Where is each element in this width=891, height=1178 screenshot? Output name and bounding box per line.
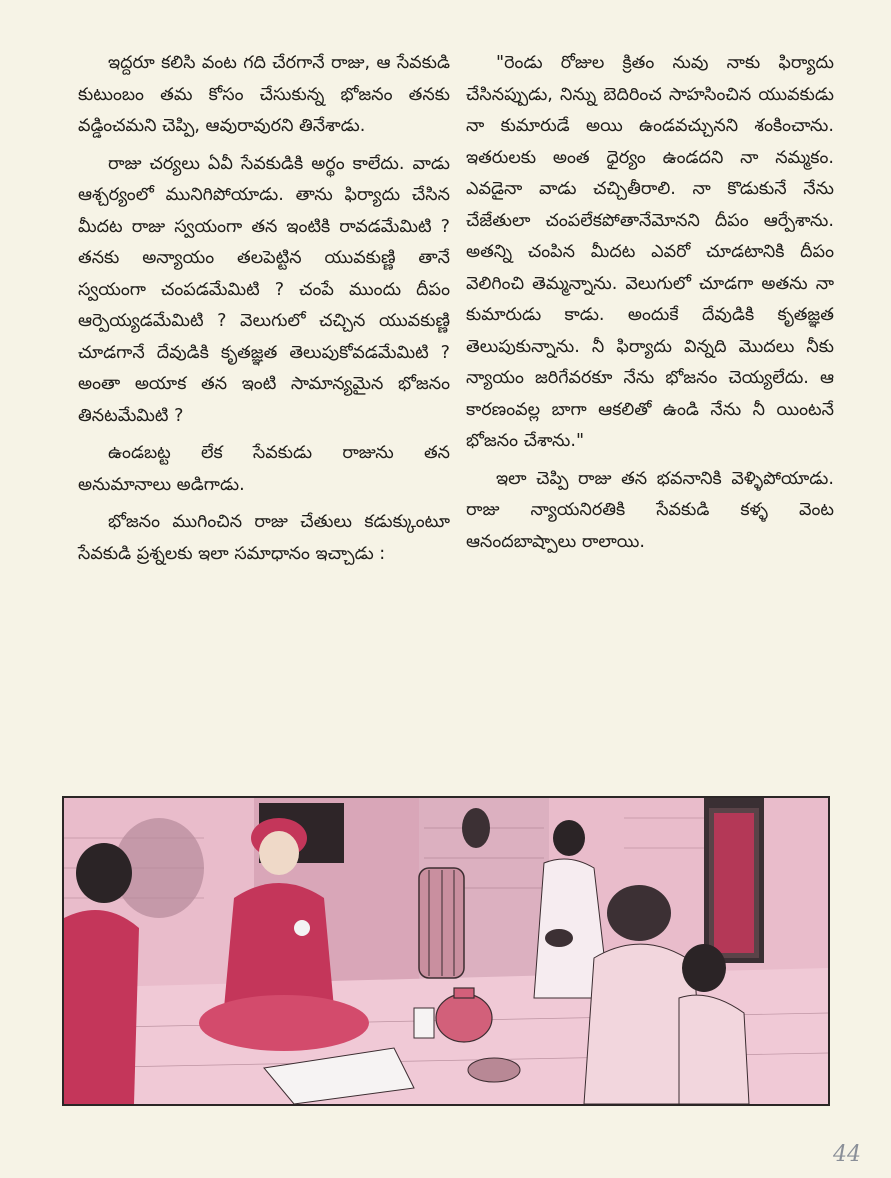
illustration-drawing [64, 798, 828, 1104]
story-illustration [62, 796, 830, 1106]
paragraph: ఉండబట్ట లేక సేవకుడు రాజును తన అనుమానాలు అడిగాడు. [78, 443, 450, 495]
paragraph: భోజనం ముగించిన రాజు చేతులు కడుక్కుంటూ సేవకుడి ప్రశ్నలకు ఇలా సమాధానం ఇచ్చాడు : [78, 512, 450, 564]
paragraph: ఇలా చెప్పి రాజు తన భవనానికి వెళ్ళిపోయాడు. రాజు న్యాయనిరతికి సేవకుడి కళ్ళ వెంట ఆనందబాష్పాలు రాలాయి. [466, 468, 834, 552]
paragraph: రాజు చర్యలు ఏవీ సేవకుడికి అర్థం కాలేదు. వాడు ఆశ్చర్యంలో మునిగిపోయాడు. తాను ఫిర్యాదు చేసిన మీదట రాజు స్వయంగా తన ఇంటికి రావడమేమిటి ? తనకు అన్యాయం తలపెట్టిన యువకుణ్ణి తానే స్వయంగా చంపడమేమిటి ? చంపే ముందు దీపం ఆర్పెయ్యడమేమిటి ? వెలుగులో చచ్చిన యువకుణ్ణి చూడగానే దేవుడికి కృతజ్ఞత తెలుపుకోవడమేమిటి ? అంతా అయాక తన ఇంటి సామాన్యమైన భోజనం తినటమేమిటి ? [78, 153, 450, 426]
page-number: 44 [833, 1142, 861, 1167]
paragraph: "రెండు రోజుల క్రితం నువు నాకు ఫిర్యాదు చేసినప్పుడు, నిన్ను బెదిరించ సాహసించిన యువకుడు నా కుమారుడే అయి ఉండవచ్చునని శంకించాను. ఇతరులకు అంత ధైర్యం ఉండదని నా నమ్మకం. ఎవడైనా వాడు చచ్చితీరాలి. నా కొడుకునే నేను చేజేతులా చంపలేకపోతానేమోనని దీపం ఆర్పేశాను. అతన్ని చంపిన మీదట ఎవరో చూడటానికి దీపం వెలిగించి తెమ్మన్నాను. వెలుగులో చూడగా అతను నా కుమారుడు కాడు. అందుకే దేవుడికి కృతజ్ఞత తెలుపుకున్నాను. నీ ఫిర్యాదు విన్నది మొదలు నీకు న్యాయం జరిగేవరకూ నేను భోజనం చెయ్యలేదు. ఆ కారణంవల్ల బాగా ఆకలితో ఉండి నేను నీ యింటనే భోజనం చేశాను." [466, 53, 834, 451]
paragraph: ఇద్దరూ కలిసి వంట గది చేరగానే రాజు, ఆ సేవకుడి కుటుంబం తమ కోసం చేసుకున్న భోజనం తనకు వడ్డించమని చెప్పి, ఆవురావురని తినేశాడు. [78, 53, 450, 136]
left-text-column [78, 48, 450, 576]
right-text-column [466, 48, 834, 564]
